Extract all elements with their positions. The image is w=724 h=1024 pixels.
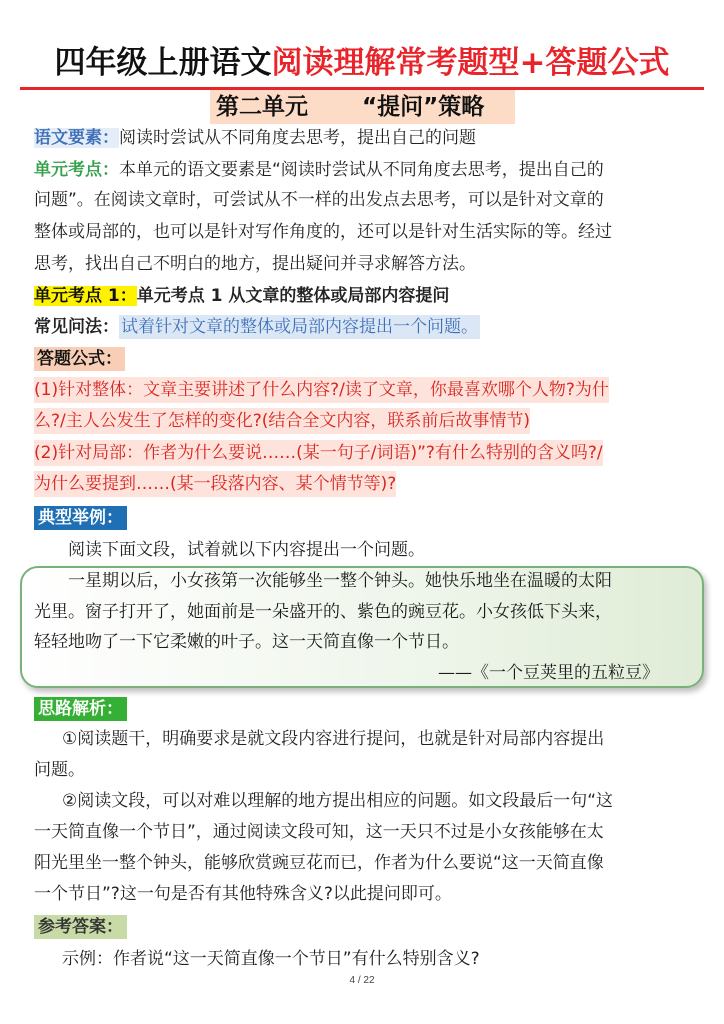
danyuan-kaodian-line-4: 思考，找出自己不明白的地方，提出疑问并寻求解答方法。	[34, 254, 476, 274]
changjian-wenfa-label: 常见问法：	[34, 317, 119, 337]
cankao-daan-row	[34, 914, 127, 940]
dati-gongshi-line-4: 为什么要提到……(某一段落内容、某个情节等)?	[34, 471, 396, 497]
cankao-daan-label: 参考答案：	[34, 915, 127, 939]
page-title	[20, 38, 704, 88]
dianxing-juli-intro: 阅读下面文段，试着就以下内容提出一个问题。	[68, 540, 425, 560]
danyuan-kaodian-line-3: 整体或局部的，也可以是针对写作角度的，还可以是针对生活实际的等。经过	[34, 222, 612, 242]
silu-jiexi-line-5: 阳光里坐一整个钟头，能够欣赏豌豆花而已，作者为什么要说“这一天简直像	[34, 853, 604, 873]
unit-subtitle: 第二单元 “提问”策略	[216, 94, 485, 120]
dati-gongshi-label: 答题公式：	[34, 347, 125, 371]
quote-line-3: 轻轻地吻了一下它柔嫩的叶子。这一天简直像一个节日。	[34, 632, 459, 652]
title-black-part: 四年级上册语文	[54, 45, 272, 81]
title-red-part: 阅读理解常考题型+答题公式	[271, 45, 670, 81]
yuwen-yaosu-row	[34, 125, 476, 151]
dati-gongshi-line-3: (2)针对局部：作者为什么要说……(某一句子/词语)”?有什么特别的含义吗?/	[34, 440, 603, 466]
dati-gongshi-row	[34, 346, 125, 372]
kaodian-1-label: 单元考点 1：	[34, 286, 137, 306]
silu-jiexi-line-3: ②阅读文段，可以对难以理解的地方提出相应的问题。如文段最后一句“这	[62, 791, 614, 811]
dianxing-juli-label: 典型举例：	[34, 506, 127, 530]
dati-gongshi-line-1: (1)针对整体：文章主要讲述了什么内容?/读了文章，你最喜欢哪个人物?为什	[34, 377, 609, 403]
danyuan-kaodian-line-2: 问题”。在阅读文章时，可尝试从不一样的出发点去思考，可以是针对文章的	[34, 190, 604, 210]
quote-line-1: 一星期以后，小女孩第一次能够坐一整个钟头。她快乐地坐在温暖的太阳	[68, 571, 612, 591]
quote-line-2: 光里。窗子打开了，她面前是一朵盛开的、紫色的豌豆花。小女孩低下头来，	[34, 602, 612, 622]
changjian-wenfa-row	[34, 314, 480, 340]
page-number: 4 / 22	[349, 975, 375, 986]
silu-jiexi-line-2: 问题。	[34, 760, 85, 780]
dati-gongshi-line-2: 么?/主人公发生了怎样的变化?(结合全文内容，联系前后故事情节)	[34, 408, 530, 434]
cankao-daan-text: 示例：作者说“这一天简直像一个节日”有什么特别含义?	[62, 949, 480, 969]
silu-jiexi-row	[34, 696, 127, 722]
dianxing-juli-row	[34, 505, 127, 531]
changjian-wenfa-text: 试着针对文章的整体或局部内容提出一个问题。	[121, 317, 478, 337]
silu-jiexi-label: 思路解析：	[34, 697, 127, 721]
kaodian-1-text: 单元考点 1 从文章的整体或局部内容提问	[136, 286, 450, 306]
quote-source: ——《一个豆荚里的五粒豆》	[438, 663, 659, 683]
silu-jiexi-line-1: ①阅读题干，明确要求是就文段内容进行提问，也就是针对局部内容提出	[62, 729, 605, 749]
silu-jiexi-line-6: 一个节日”?这一句是否有其他特殊含义?以此提问即可。	[34, 884, 452, 904]
silu-jiexi-line-4: 一天简直像一个节日”，通过阅读文段可知，这一天只不过是小女孩能够在太	[34, 822, 604, 842]
danyuan-kaodian-row	[34, 157, 604, 183]
yuwen-yaosu-label: 语文要素：	[34, 128, 119, 148]
danyuan-kaodian-label: 单元考点：	[34, 160, 119, 180]
danyuan-kaodian-line-1: 本单元的语文要素是“阅读时尝试从不同角度去思考，提出自己的	[119, 160, 604, 180]
kaodian-1-row	[34, 283, 449, 309]
yuwen-yaosu-text: 阅读时尝试从不同角度去思考，提出自己的问题	[119, 128, 476, 148]
